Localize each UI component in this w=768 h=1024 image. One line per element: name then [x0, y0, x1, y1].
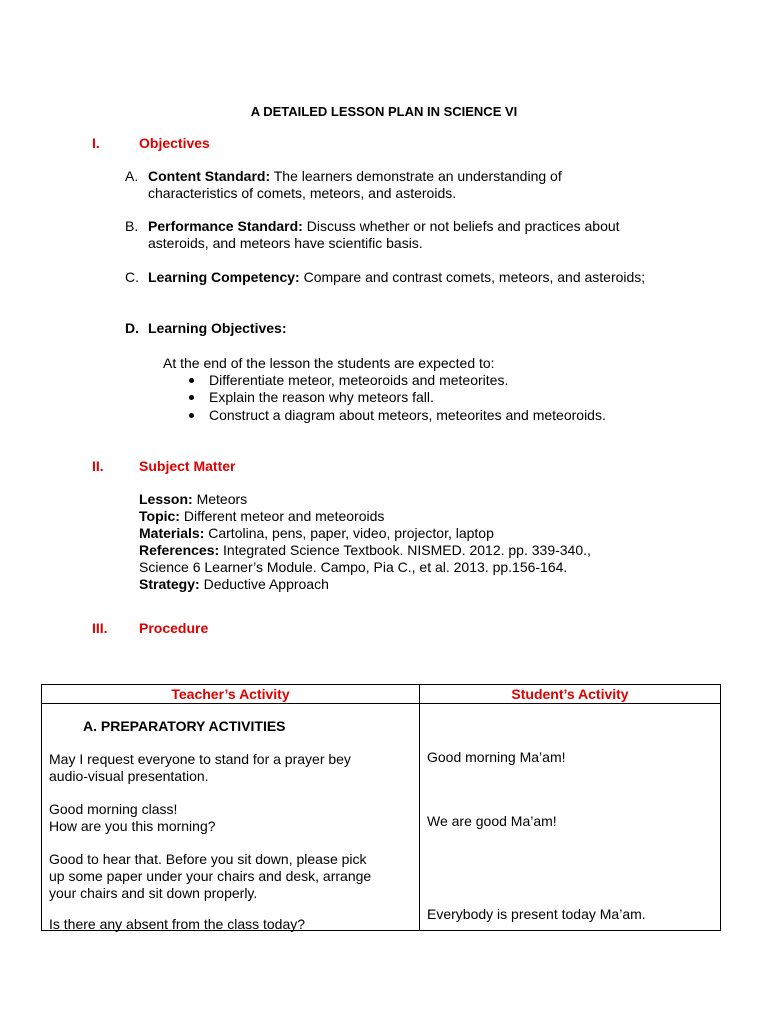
objective-d-letter: D.: [125, 320, 139, 336]
lesson-value: Meteors: [196, 491, 248, 507]
strategy-line: [139, 576, 329, 593]
references-value: Integrated Science Textbook. NISMED. 2012. pp. 339-340.,: [223, 542, 591, 558]
references-label: References:: [139, 542, 220, 558]
lesson-label: Lesson:: [139, 491, 193, 507]
teacher-line: Is there any absent from the class today?: [49, 916, 306, 932]
teacher-line: audio-visual presentation.: [49, 768, 209, 784]
teacher-line: your chairs and sit down properly.: [49, 885, 258, 901]
teacher-line: Good morning class!: [49, 801, 178, 817]
table-header-row: [42, 685, 721, 704]
lesson-line: [139, 491, 247, 508]
student-activity-header: Student’s Activity: [420, 685, 721, 704]
content-standard-label: Content Standard:: [148, 168, 271, 184]
materials-line: [139, 525, 494, 542]
section-numeral-subject-matter: II.: [92, 458, 104, 474]
learning-competency-line: [148, 269, 645, 286]
bullet-dot: [189, 413, 194, 418]
teacher-activity-header: Teacher’s Activity: [42, 685, 420, 704]
section-heading-subject-matter: Subject Matter: [139, 458, 236, 474]
strategy-label: Strategy:: [139, 576, 200, 592]
preparatory-activities-heading: A. PREPARATORY ACTIVITIES: [83, 718, 286, 734]
teacher-line: How are you this morning?: [49, 818, 216, 834]
content-standard-line: [148, 168, 562, 185]
table-row: [42, 704, 721, 931]
references-cont: Science 6 Learner’s Module. Campo, Pia C., et al. 2013. pp.156-164.: [139, 559, 568, 575]
references-line: [139, 542, 591, 559]
learning-objectives-label: Learning Objectives:: [148, 320, 287, 336]
student-line: Good morning Ma’am!: [427, 749, 566, 765]
section-numeral-procedure: III.: [92, 620, 108, 636]
objective-bullet-2: Explain the reason why meteors fall.: [209, 389, 434, 405]
teacher-line: Good to hear that. Before you sit down, please pick: [49, 851, 367, 867]
strategy-value: Deductive Approach: [203, 576, 329, 592]
performance-standard-label: Performance Standard:: [148, 218, 303, 234]
learning-competency-text: Compare and contrast comets, meteors, and asteroids;: [303, 269, 646, 285]
document-title: A DETAILED LESSON PLAN IN SCIENCE VI: [250, 104, 518, 119]
section-heading-procedure: Procedure: [139, 620, 209, 636]
content-standard-text: The learners demonstrate an understanding of: [273, 168, 562, 184]
teacher-line: up some paper under your chairs and desk, arrange: [49, 868, 372, 884]
section-heading-objectives: Objectives: [139, 135, 210, 151]
bullet-dot: [189, 395, 194, 400]
objective-bullet-1: Differentiate meteor, meteoroids and meteorites.: [209, 372, 509, 388]
student-line: Everybody is present today Ma’am.: [427, 906, 646, 922]
procedure-table: [41, 684, 721, 931]
materials-value: Cartolina, pens, paper, video, projector, laptop: [208, 525, 494, 541]
student-activity-cell: [420, 704, 721, 931]
section-numeral-objectives: I.: [92, 135, 100, 151]
teacher-activity-cell: [42, 704, 420, 931]
objective-c-letter: C.: [125, 269, 139, 285]
topic-label: Topic:: [139, 508, 180, 524]
learning-objectives-intro: At the end of the lesson the students are expected to:: [163, 355, 495, 371]
performance-standard-text-cont: asteroids, and meteors have scientific basis.: [148, 235, 423, 251]
student-line: We are good Ma’am!: [427, 813, 557, 829]
learning-competency-label: Learning Competency:: [148, 269, 300, 285]
content-standard-text-cont: characteristics of comets, meteors, and asteroids.: [148, 185, 457, 201]
bullet-dot: [189, 378, 194, 383]
topic-value: Different meteor and meteoroids: [183, 508, 385, 524]
performance-standard-text: Discuss whether or not beliefs and practices about: [306, 218, 620, 234]
teacher-line: May I request everyone to stand for a prayer bey: [49, 751, 351, 767]
performance-standard-line: [148, 218, 620, 235]
objective-a-letter: A.: [125, 168, 139, 184]
objective-bullet-3: Construct a diagram about meteors, meteorites and meteoroids.: [209, 407, 606, 423]
objective-b-letter: B.: [125, 218, 139, 234]
materials-label: Materials:: [139, 525, 205, 541]
topic-line: [139, 508, 384, 525]
